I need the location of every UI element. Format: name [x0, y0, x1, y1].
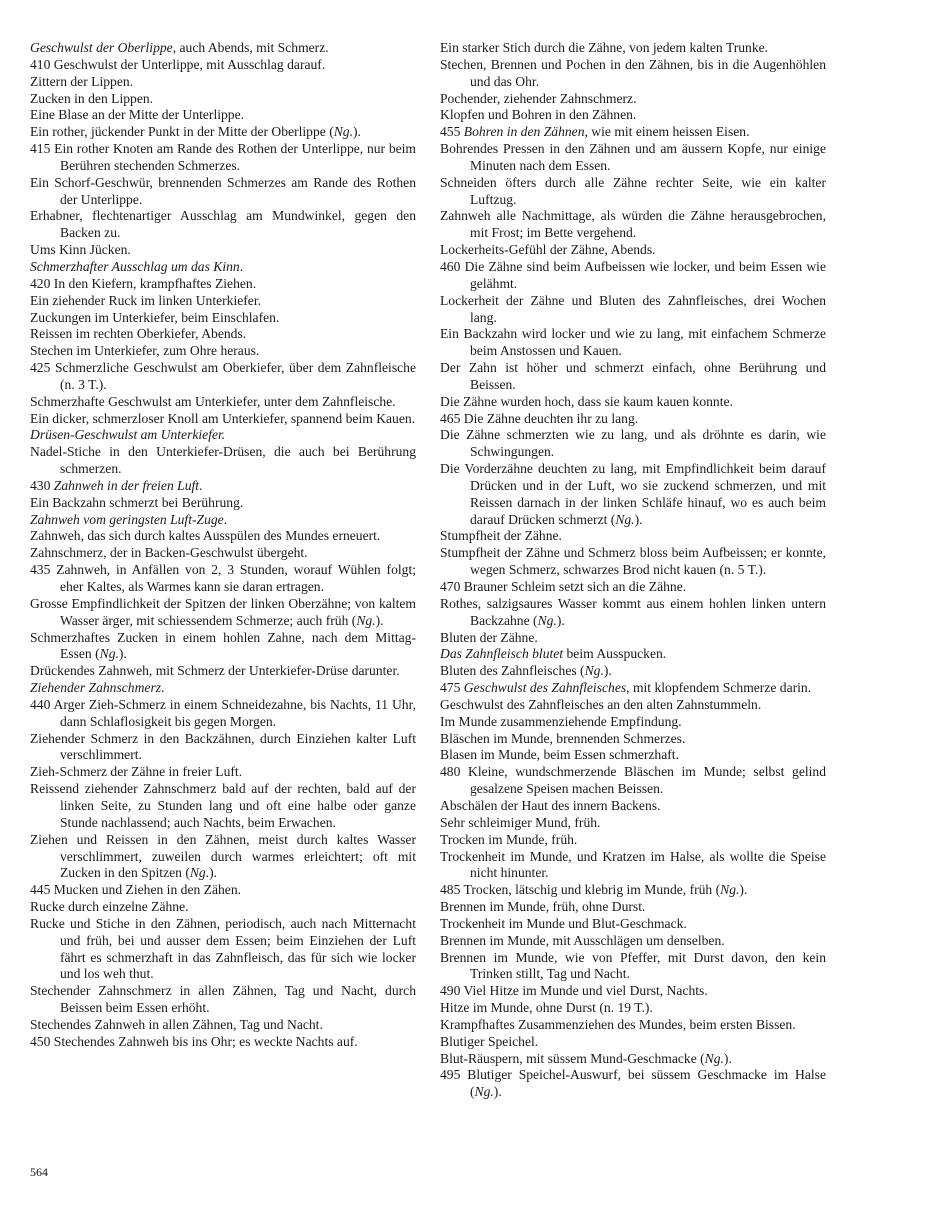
entry-text: Stechendes Zahnweh bis ins Ohr; es weckte Nachts auf. — [53, 1033, 358, 1049]
entry-text: Die Zähne wurden hoch, dass sie kaum kauen konnte. — [440, 393, 733, 409]
italic-text: Schmerzhafter Ausschlag um das Kinn — [30, 258, 240, 274]
entry-text: Reissend ziehender Zahnschmerz bald auf der rechten, bald auf der linken Seite, zu Stunden lang und oft eine halbe oder ganze Stunde nachlassend; auch Nachts, beim Erwachen. — [30, 781, 416, 830]
symptom-entry — [425, 933, 826, 950]
entry-text: Pochender, ziehender Zahnschmerz. — [440, 90, 637, 106]
left-column — [30, 40, 416, 1051]
symptom-entry — [15, 444, 416, 478]
symptom-entry — [15, 832, 416, 883]
entry-number: 435 — [30, 562, 57, 578]
entry-text: Zahnweh alle Nachmittage, als würden die Zähne herausgebrochen, mit Frost; im Bette vergehend. — [440, 208, 826, 241]
symptom-entry — [30, 478, 416, 495]
entry-text: Im Munde zusammenziehende Empfindung. — [440, 713, 682, 729]
symptom-entry — [15, 293, 416, 310]
entry-text: In den Kiefern, krampfhaftes Ziehen. — [53, 275, 257, 291]
entry-text: Geschwulst der Unterlippe, mit Ausschlag darauf. — [53, 56, 326, 72]
symptom-entry — [15, 512, 416, 529]
entry-text: Stechen im Unterkiefer, zum Ohre heraus. — [30, 343, 260, 359]
entry-text: Rucke und Stiche in den Zähnen, periodisch, auch nach Mitternacht und früh, bei und ausser dem Essen; beim Einziehen der Luft fährt es schmerzhaft in das Zahnfleisch, das für sich wie locker und los weh thut. — [30, 915, 416, 982]
symptom-entry — [425, 208, 826, 242]
entry-text: ). — [209, 865, 218, 881]
symptom-entry — [440, 1067, 826, 1101]
entry-text: Bluten des Zahnfleisches ( — [440, 663, 585, 679]
entry-text: Blasen im Munde, beim Essen schmerzhaft. — [440, 747, 679, 763]
entry-number: 445 — [30, 882, 54, 898]
symptom-entry — [15, 343, 416, 360]
symptom-entry — [15, 663, 416, 680]
symptom-entry — [425, 1000, 826, 1017]
symptom-entry — [30, 57, 416, 74]
entry-number: 470 — [440, 579, 464, 594]
italic-text: Ng. — [615, 511, 635, 527]
symptom-entry — [425, 57, 826, 91]
symptom-entry — [440, 764, 826, 798]
entry-text: Eine Blase an der Mitte der Unterlippe. — [30, 107, 245, 123]
entry-number: 485 — [440, 882, 464, 898]
entry-text: Nadel-Stiche in den Unterkiefer-Drüsen, die auch bei Berührung schmerzen. — [30, 444, 416, 477]
entry-text: ). — [118, 646, 127, 662]
entry-text: Stechender Zahnschmerz in allen Zähnen, Tag und Nacht, durch Beissen beim Essen erhöht. — [30, 983, 416, 1016]
entry-text: Geschwulst des Zahnfleisches an den alten Zahnstummeln. — [440, 696, 762, 712]
entry-text: Schmerzhafte Geschwulst am Unterkiefer, unter dem Zahnfleische. — [30, 393, 396, 409]
entry-text: Trocken im Munde, früh. — [440, 831, 578, 847]
entry-text: Zittern der Lippen. — [30, 73, 134, 89]
entry-number: 465 — [440, 410, 464, 426]
entry-text: . — [239, 258, 244, 274]
symptom-entry — [425, 832, 826, 849]
entry-number: 450 — [30, 1033, 54, 1049]
entry-text: , mit klopfendem Schmerze darin. — [626, 680, 812, 696]
symptom-entry — [425, 461, 826, 528]
entry-text: ). — [493, 1084, 502, 1100]
entry-text: . — [161, 680, 165, 696]
entry-number: 440 — [30, 696, 54, 712]
symptom-entry — [15, 680, 416, 697]
symptom-entry — [425, 714, 826, 731]
entry-text: Der Zahn ist höher und schmerzt einfach, ohne Berührung und Beissen. — [440, 360, 826, 392]
symptom-entry — [425, 646, 826, 663]
entry-text: ). — [352, 124, 361, 140]
entry-text: Ein rother Knoten am Rande des Rothen der Unterlippe, nur beim Berühren stechenden Schmerzes. — [54, 141, 416, 173]
entry-text: Ziehen und Reissen in den Zähnen, meist durch kaltes Wasser verschlimmert, zuweilen durch warmes erleichtert; oft mit Zucken in den Spitzen ( — [30, 831, 416, 881]
right-column — [440, 40, 826, 1101]
symptom-entry — [425, 899, 826, 916]
symptom-entry — [30, 562, 416, 596]
italic-text: Geschwulst der Oberlippe — [30, 40, 173, 55]
entry-text: Die Zähne schmerzten wie zu lang, und als dröhnte es darin, wie Schwingungen. — [440, 427, 826, 460]
entry-text: Blutiger Speichel-Auswurf, bei süssem Geschmacke im Halse ( — [467, 1067, 826, 1100]
entry-text: Krampfhaftes Zusammenziehen des Mundes, beim ersten Bissen. — [440, 1016, 796, 1032]
symptom-entry — [15, 310, 416, 327]
entry-text: Schneiden öfters durch alle Zähne rechter Seite, wie ein kalter Luftzug. — [440, 174, 826, 207]
symptom-entry — [30, 276, 416, 293]
symptom-entry — [425, 293, 826, 327]
entry-text: ). — [634, 511, 643, 527]
entry-text: Ein starker Stich durch die Zähne, von jedem kalten Trunke. — [440, 40, 769, 55]
entry-text: Ein dicker, schmerzloser Knoll am Unterkiefer, spannend beim Kauen. — [30, 410, 416, 426]
italic-text: Ng. — [189, 865, 210, 881]
italic-text: Ng. — [537, 612, 557, 628]
symptom-entry — [30, 697, 416, 731]
entry-text: Die Vorderzähne deuchten zu lang, mit Empfindlichkeit beim darauf Drücken und in der Luft, wo sie zuckend schmerzen, und mit Reissen darnach in der linken Schläfe hinauf, wo es auch beim darauf Drücken schmerzt ( — [440, 461, 826, 527]
italic-text: Ziehender Zahnschmerz — [30, 680, 162, 696]
entry-text: Die Zähne deuchten ihr zu lang. — [463, 410, 639, 426]
symptom-entry — [425, 528, 826, 545]
entry-text: Trocken, lätschig und klebrig im Munde, früh ( — [463, 882, 721, 898]
entry-text: ). — [375, 612, 384, 628]
italic-text: Ng. — [474, 1084, 494, 1100]
italic-text: Geschwulst des Zahnfleisches — [463, 680, 627, 696]
symptom-entry — [30, 360, 416, 394]
entry-text: Drückendes Zahnweh, mit Schmerz der Unterkiefer-Drüse darunter. — [30, 663, 400, 679]
entry-text: Ums Kinn Jücken. — [30, 242, 131, 258]
entry-number: 480 — [440, 764, 469, 780]
italic-text: Ng. — [720, 882, 740, 898]
symptom-entry — [15, 781, 416, 832]
entry-text: , auch Abends, mit Schmerz. — [172, 40, 329, 55]
symptom-entry — [425, 747, 826, 764]
entry-text: ). — [723, 1050, 732, 1066]
symptom-entry — [15, 242, 416, 259]
symptom-entry — [425, 427, 826, 461]
entry-text: Zahnschmerz, der in Backen-Geschwulst übergeht. — [30, 545, 308, 561]
entry-text: Brennen im Munde, wie von Pfeffer, mit Durst davon, den kein Trinken stillt, Tag und Nacht. — [440, 949, 826, 982]
symptom-entry — [425, 40, 826, 57]
symptom-entry — [15, 208, 416, 242]
symptom-entry — [15, 394, 416, 411]
entry-text: . — [223, 511, 228, 527]
entry-number: 495 — [440, 1067, 468, 1083]
entry-text: Blut-Räuspern, mit süssem Mund-Geschmacke ( — [440, 1050, 705, 1066]
entry-text: Ein ziehender Ruck im linken Unterkiefer. — [30, 292, 262, 308]
entry-text: Stechendes Zahnweh in allen Zähnen, Tag und Nacht. — [30, 1016, 323, 1032]
entry-text: Ziehender Schmerz in den Backzähnen, durch Einziehen kalter Luft verschlimmert. — [30, 730, 416, 763]
symptom-entry — [440, 983, 826, 1000]
entry-text: ). — [739, 882, 748, 898]
entry-text: , wie mit einem heissen Eisen. — [584, 124, 750, 140]
entry-text: Ein Backzahn schmerzt bei Berührung. — [30, 494, 244, 510]
italic-text: Ng. — [704, 1050, 724, 1066]
symptom-entry — [425, 798, 826, 815]
entry-text: Zahnweh, das sich durch kaltes Ausspülen des Mundes erneuert. — [30, 528, 381, 544]
symptom-entry — [15, 40, 416, 57]
entry-text: Sehr schleimiger Mund, früh. — [440, 814, 601, 830]
symptom-entry — [440, 259, 826, 293]
entry-text: Schmerzliche Geschwulst am Oberkiefer, über dem Zahnfleische (n. 3 T.). — [54, 360, 416, 392]
symptom-entry — [440, 882, 826, 899]
symptom-entry — [425, 731, 826, 748]
symptom-entry — [440, 124, 826, 141]
symptom-entry — [425, 1034, 826, 1051]
symptom-entry — [15, 175, 416, 209]
symptom-entry — [15, 91, 416, 108]
symptom-entry — [425, 360, 826, 394]
entry-text: Brennen im Munde, früh, ohne Durst. — [440, 899, 646, 915]
symptom-entry — [425, 545, 826, 579]
entry-text: Stechen, Brennen und Pochen in den Zähnen, bis in die Augenhöhlen und das Ohr. — [440, 56, 826, 89]
entry-text: ). — [556, 612, 565, 628]
italic-text: Drüsen-Geschwulst am Unterkiefer. — [30, 427, 226, 443]
symptom-entry — [440, 579, 826, 596]
italic-text: Ng. — [356, 612, 376, 628]
entry-number: 455 — [440, 124, 464, 140]
italic-text: Zahnweh in der freien Luft — [53, 477, 200, 493]
symptom-entry — [30, 141, 416, 175]
symptom-entry — [425, 141, 826, 175]
entry-number: 430 — [30, 477, 54, 493]
entry-text: Brennen im Munde, mit Ausschlägen um denselben. — [440, 932, 725, 948]
symptom-entry — [15, 411, 416, 428]
symptom-entry — [425, 107, 826, 124]
entry-text: Blutiger Speichel. — [440, 1033, 539, 1049]
page-number: 564 — [30, 1165, 48, 1179]
entry-text: Zieh-Schmerz der Zähne in freier Luft. — [30, 764, 243, 780]
entry-text: beim Ausspucken. — [563, 646, 667, 662]
entry-text: Bluten der Zähne. — [440, 629, 538, 645]
entry-text: . — [199, 477, 203, 493]
symptom-entry — [425, 630, 826, 647]
symptom-entry — [15, 983, 416, 1017]
symptom-entry — [425, 916, 826, 933]
italic-text: Bohren in den Zähnen — [463, 124, 585, 140]
symptom-entry — [425, 242, 826, 259]
symptom-entry — [425, 663, 826, 680]
entry-text: Trockenheit im Munde, und Kratzen im Halse, als wollte die Speise nicht hinunter. — [440, 848, 826, 881]
symptom-entry — [425, 175, 826, 209]
entry-text: Stumpfheit der Zähne. — [440, 528, 562, 544]
entry-text: Lockerheits-Gefühl der Zähne, Abends. — [440, 242, 656, 258]
symptom-entry — [15, 74, 416, 91]
symptom-entry — [30, 882, 416, 899]
italic-text: Ng. — [584, 663, 604, 679]
symptom-entry — [425, 91, 826, 108]
entry-text: ). — [603, 663, 612, 679]
entry-text: Hitze im Munde, ohne Durst (n. 19 T.). — [440, 1000, 653, 1016]
italic-text: Zahnweh vom geringsten Luft-Zuge — [30, 511, 224, 527]
symptom-entry — [425, 1017, 826, 1034]
symptom-entry — [15, 899, 416, 916]
symptom-entry — [15, 596, 416, 630]
entry-text: Arger Zieh-Schmerz in einem Schneidezahne, bis Nachts, 11 Uhr, dann Schlaflosigkeit bis gegen Morgen. — [53, 696, 416, 729]
entry-text: Abschälen der Haut des innern Backens. — [440, 797, 661, 813]
symptom-entry — [425, 815, 826, 832]
entry-number: 415 — [30, 141, 55, 157]
entry-text: Kleine, wundschmerzende Bläschen im Munde; selbst gelind gesalzene Speisen machen Beissen. — [468, 764, 826, 797]
symptom-entry — [425, 596, 826, 630]
entry-text: Viel Hitze im Munde und viel Durst, Nachts. — [463, 983, 708, 999]
entry-text: Zahnweh, in Anfällen von 2, 3 Stunden, worauf Wühlen folgt; eher Kaltes, als Warmes kann sie daran ertragen. — [56, 562, 416, 594]
entry-text: Trockenheit im Munde und Blut-Geschmack. — [440, 915, 687, 931]
symptom-entry — [425, 1051, 826, 1068]
symptom-entry — [15, 528, 416, 545]
entry-text: Rothes, salzigsaures Wasser kommt aus einem hohlen linken untern Backzahne ( — [440, 595, 826, 628]
entry-number: 410 — [30, 56, 54, 72]
entry-text: Reissen im rechten Oberkiefer, Abends. — [30, 326, 247, 342]
entry-text: Klopfen und Bohren in den Zähnen. — [440, 107, 637, 123]
italic-text: Ng. — [333, 124, 353, 140]
entry-text: Mucken und Ziehen in den Zähen. — [53, 882, 242, 898]
symptom-entry — [15, 326, 416, 343]
entry-number: 475 — [440, 680, 464, 696]
symptom-entry — [15, 427, 416, 444]
entry-text: Ein Backzahn wird locker und wie zu lang, mit einfachem Schmerze beim Anstossen und Kauen. — [440, 326, 826, 359]
entry-text: Brauner Schleim setzt sich an die Zähne. — [463, 579, 687, 594]
italic-text: Ng. — [99, 646, 119, 662]
entry-text: Bläschen im Munde, brennenden Schmerzes. — [440, 730, 686, 746]
symptom-entry — [15, 630, 416, 664]
symptom-entry — [440, 411, 826, 428]
symptom-entry — [15, 916, 416, 983]
entry-text: Zuckungen im Unterkiefer, beim Einschlafen. — [30, 309, 280, 325]
entry-number: 425 — [30, 360, 55, 376]
symptom-entry — [440, 680, 826, 697]
symptom-entry — [425, 697, 826, 714]
entry-text: Grosse Empfindlichkeit der Spitzen der linken Oberzähne; von kaltem Wasser ärger, mit schiessendem Schmerze; auch früh ( — [30, 595, 416, 628]
entry-number: 420 — [30, 275, 54, 291]
symptom-entry — [15, 545, 416, 562]
entry-number: 490 — [440, 983, 464, 999]
symptom-entry — [15, 107, 416, 124]
italic-text: Das Zahnfleisch blutet — [440, 646, 564, 662]
symptom-entry — [15, 259, 416, 276]
symptom-entry — [15, 731, 416, 765]
entry-text: Ein Schorf-Geschwür, brennenden Schmerzes am Rande des Rothen der Unterlippe. — [30, 174, 416, 207]
entry-text: Stumpfheit der Zähne und Schmerz bloss beim Aufbeissen; er konnte, wegen Schmerz, schwarzes Brod nicht kauen (n. 5 T.). — [440, 545, 826, 578]
entry-text: Schmerzhaftes Zucken in einem hohlen Zahne, nach dem Mittag-Essen ( — [30, 629, 416, 662]
entry-text: Zucken in den Lippen. — [30, 90, 154, 106]
symptom-entry — [15, 764, 416, 781]
symptom-entry — [15, 124, 416, 141]
symptom-entry — [15, 1017, 416, 1034]
symptom-entry — [425, 950, 826, 984]
entry-text: Bohrendes Pressen in den Zähnen und am äussern Kopfe, nur einige Minuten nach dem Essen. — [440, 141, 826, 173]
entry-text: Rucke durch einzelne Zähne. — [30, 899, 189, 915]
symptom-entry — [425, 326, 826, 360]
entry-text: Die Zähne sind beim Aufbeissen wie locker, und beim Essen wie gelähmt. — [464, 258, 826, 291]
entry-text: Lockerheit der Zähne und Bluten des Zahnfleisches, drei Wochen lang. — [440, 292, 826, 325]
entry-number: 460 — [440, 258, 465, 274]
entry-text: Erhabner, flechtenartiger Ausschlag am Mundwinkel, gegen den Backen zu. — [30, 208, 416, 241]
symptom-entry — [425, 394, 826, 411]
symptom-entry — [30, 1034, 416, 1051]
symptom-entry — [15, 495, 416, 512]
entry-text: Ein rother, jückender Punkt in der Mitte der Oberlippe ( — [30, 124, 334, 140]
symptom-entry — [425, 849, 826, 883]
